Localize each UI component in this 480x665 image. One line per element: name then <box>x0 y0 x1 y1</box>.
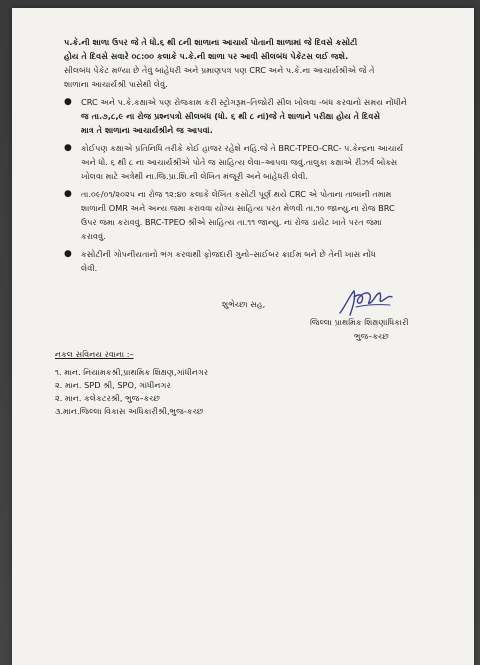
list-item <box>64 187 459 243</box>
list-item-line: શાળાની OMR અને અન્ય જમા કરાવવા યોગ્ય સાહિત્ય પરત મેળવી તા.૧૦ જાન્યુ.ના રોજ BRC <box>81 203 395 213</box>
list-item-line: કસોટીની ગોપનીયતાનો ભંગ કરવાથી ફોજદારી ગુનો–સાઈબર ક્રાઈમ બને છે તેની ખાસ નોંધ <box>81 249 376 259</box>
list-item-line: અને ધો. ૬ થી ૮ ના આચાર્યશ્રીએ પોતે જ સાહિત્ય લેવા–આપવા જવું.તાલુકા કક્ષાએ રીઝર્વ બોક્સ <box>81 157 398 167</box>
list-item-line: તા.૦૯/૦૧/૨૦૨૫ ના રોજ ૧૨:૪૦ કલાકે લેખિત કસોટી પૂર્ણ થયે CRC એ પોતાના તાબાની તમામ <box>81 189 392 199</box>
list-item-line: CRC અને પ.કે.કક્ષાએ પણ રોજકામ કરી સ્ટ્રોગરૂમ–તિજોરી સીલ ખોલવા -બંધ કરવાનો સમય નોંધીને <box>81 97 408 107</box>
list-item-line: ઉપર જમા કરાવવું. BRC-TPEO શ્રીએ સાહિત્ય તા.૧૧ જાન્યુ. ના રોજ ડાયેટ ખાતે પરત જમા <box>81 217 382 227</box>
officer-location: ભુજ–કચ્છ <box>354 331 389 341</box>
intro-line-2: હોય તે દિવસે સવારે ૦૮:૦૦ કલાકે પ.કે.ની શાળા પર આવી સીલબંધ પેકેટસ લઈ જશે. <box>64 51 349 61</box>
list-item-line: લેવી. <box>81 263 98 273</box>
intro-line-4: શાળાના આચાર્યશ્રી પાસેથી લેવું. <box>64 79 168 89</box>
list-item-line: ખોલવા માટે અત્રેથી ના.જિ.પ્રા.શિ.ની લેખિત મંજૂરી અને બાંહેધરી લેવી. <box>81 171 308 181</box>
intro-line-1: પ.કે.ની શાળા ઉપર જે તે ધો.૬ થી ૮ની શાળાના આચાર્ય પોતાની શાળામાં જે દિવસે કસોટી <box>64 37 358 47</box>
list-item-line: કોઈપણ કક્ષાએ પ્રતિનિધિ તરીકે કોઈ હાજર રહેશે નહિ.જે તે BRC-TPEO-CRC- પ.કેન્દ્રના આચાર્ય <box>81 143 404 153</box>
copy-to-heading: નકલ સવિનય રવાના :– <box>55 349 134 359</box>
list-item-line: કરાવવું. <box>81 231 106 241</box>
document-body <box>64 35 459 279</box>
copy-item: ૨. માન. SPD શ્રી, SPO, ગાંધીનગર <box>55 380 171 390</box>
copy-item: ૩.માન.જિલ્લા વિકાસ અધિકારીશ્રી,ભુજ-કચ્છ <box>55 406 204 416</box>
copy-item: ૨. માન. કલેકટરશ્રી, ભુજ–કચ્છ <box>55 393 160 403</box>
list-item <box>64 247 459 275</box>
list-item <box>64 141 459 183</box>
bullet-icon: ● <box>64 143 72 153</box>
bullet-icon: ● <box>64 189 72 199</box>
list-item <box>64 95 459 137</box>
intro-line-3: સીલબંધ પેકેટ મળ્યા છે તેવું બાંહેધરી અને પ્રમાણપત્ર પણ CRC અને પ.કે.ના આચાર્યશ્રીએ જે તે <box>64 65 375 75</box>
intro-paragraph <box>64 35 459 91</box>
greeting-text: શુભેચ્છા સહ, <box>222 299 266 309</box>
copy-to-list <box>55 366 208 418</box>
signature-image <box>336 285 396 319</box>
bullet-icon: ● <box>64 249 72 259</box>
instruction-list <box>64 95 459 275</box>
copy-item: ૧. માન. નિયામકશ્રી,પ્રાથમિક શિક્ષણ,ગાંધીનગર <box>55 367 209 377</box>
bullet-icon: ● <box>64 97 72 107</box>
officer-title: જિલ્લા પ્રાથમિક શિક્ષણાધિકારી <box>310 317 409 327</box>
list-item-line: માત્ર તે શાળાના આચાર્યશ્રીને જ આપવાં. <box>81 125 213 135</box>
list-item-line: જ તા.૭,૮,૯ ના રોજ પ્રશ્નપત્રો સીલબંધ (ધો. ૬ થી ૮ નાં)જે તે શાળાને પરીક્ષા હોય તે દિવસે <box>81 111 381 121</box>
document-page <box>12 8 474 665</box>
